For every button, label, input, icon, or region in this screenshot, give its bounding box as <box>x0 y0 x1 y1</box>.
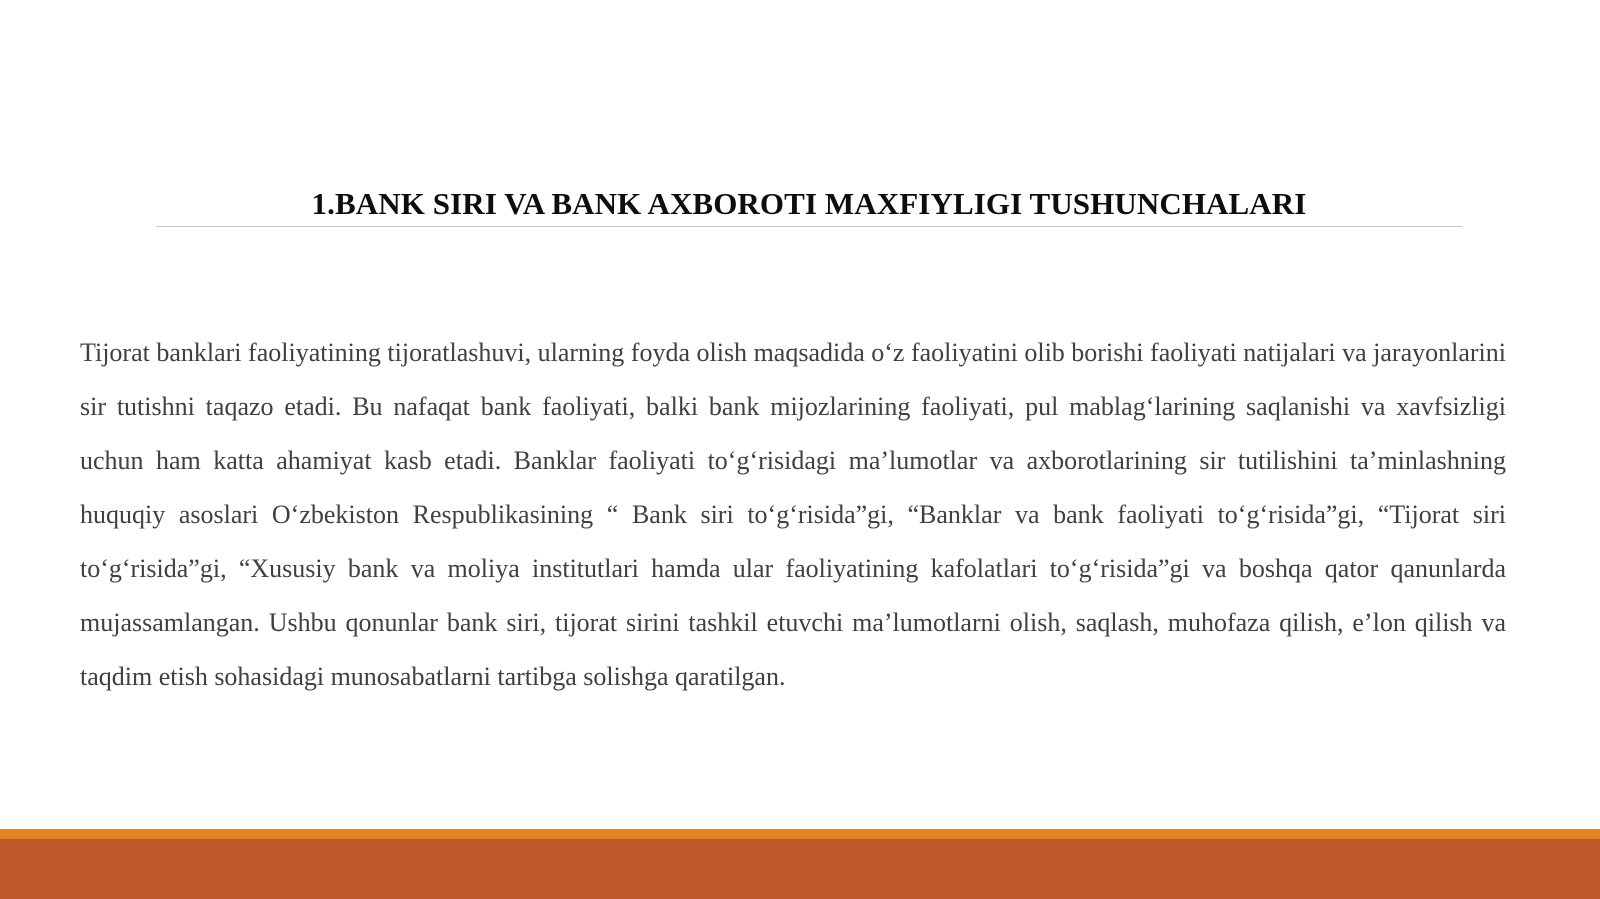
title-divider <box>156 226 1462 227</box>
slide-title: 1.BANK SIRI VA BANK AXBOROTI MAXFIYLIGI TUSHUNCHALARI <box>311 186 1307 221</box>
slide-body-text: Tijorat banklari faoliyatining tijoratlashuvi, ularning foyda olish maqsadida o‘z faoliyatini olib borishi faoliyati natijalari va jarayonlarini sir tutishni taqazo etadi. Bu nafaqat bank faoliyati, balki bank mijozlarining faoliyati, pul mablag‘larining saqlanishi va xavfsizligi uchun ham katta ahamiyat kasb etadi. Banklar faoliyati to‘g‘risidagi ma’lumotlar va axborotlarining sir tutilishini ta’minlashning huquqiy asoslari O‘zbekiston Respublikasining “ Bank siri to‘g‘risida”gi, “Banklar va bank faoliyati to‘g‘risida”gi, “Tijorat siri to‘g‘risida”gi, “Xususiy bank va moliya institutlari hamda ular faoliyatining kafolatlari to‘g‘risida”gi va boshqa qator qanunlarda mujassamlangan. Ushbu qonunlar bank siri, tijorat sirini tashkil etuvchi ma’lumotlarni olish, saqlash, muhofaza qilish, e’lon qilish va taqdim etish sohasidagi munosabatlarni tartibga solishga qaratilgan. <box>80 338 1506 691</box>
footer-accent-bar <box>0 839 1600 899</box>
footer-accent-bar-thin <box>0 829 1600 839</box>
